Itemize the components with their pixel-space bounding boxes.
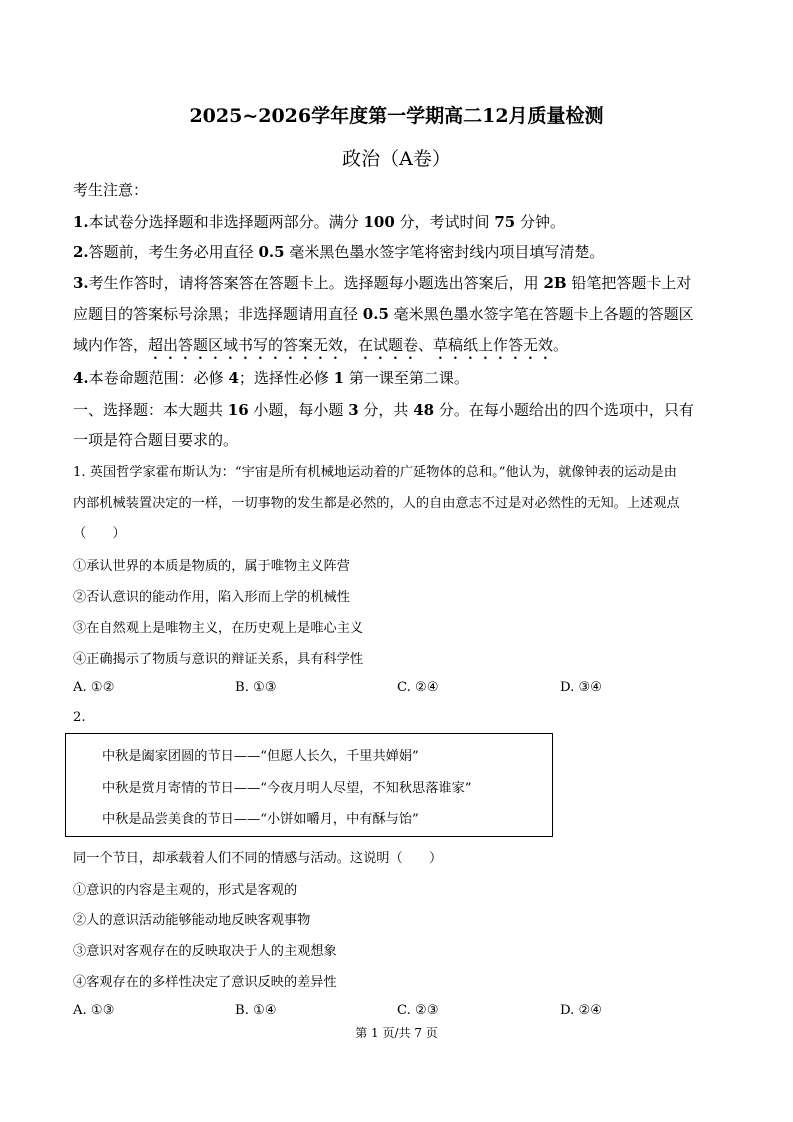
q2-number: 2. (73, 710, 86, 725)
notice-item-2: 2.答题前，考生务必用直径 0.5 毫米黑色墨水签字笔将密封线内项目填写清楚。 (73, 243, 605, 261)
quote-line-2: 中秋是赏月寄情的节日——“今夜月明人尽望，不知秋思落谁家” (102, 781, 472, 796)
q1-option-c[interactable]: C. ②④ (397, 680, 439, 695)
q2-stem: 同一个节日，却承载着人们不同的情感与活动。这说明（ ） (73, 851, 443, 866)
section-heading-line-1: 一、选择题：本大题共 16 小题，每小题 3 分，共 48 分。在每小题给出的四个选项中，只有 (73, 401, 694, 419)
quote-line-1: 中秋是阖家团圆的节日——“但愿人长久，千里共婵娟” (102, 749, 419, 764)
q2-quote-box (65, 733, 553, 837)
q1-stem-line-2: 内部机械装置决定的一样，一切事物的发生都是必然的，人的自由意志不过是对必然性的无知。上述观点 (73, 496, 680, 511)
q1-statement-2: ②否认意识的能动作用，陷入形而上学的机械性 (73, 590, 350, 605)
exam-subtitle: 政治（A卷） (342, 148, 451, 170)
q2-statement-3: ③意识对客观存在的反映取决于人的主观想象 (73, 944, 337, 959)
q1-option-a[interactable]: A. ①② (73, 680, 115, 695)
notice-item-1: 1.本试卷分选择题和非选择题两部分。满分 100 分，考试时间 75 分钟。 (73, 213, 565, 231)
q1-option-d[interactable]: D. ③④ (560, 680, 603, 695)
q1-statement-1: ①承认世界的本质是物质的，属于唯物主义阵营 (73, 559, 350, 574)
q1-statement-4: ④正确揭示了物质与意识的辩证关系，具有科学性 (73, 652, 364, 667)
q1-stem-line-3: （ ） (73, 526, 126, 541)
section-heading-line-2: 一项是符合题目要求的。 (73, 431, 239, 449)
q2-option-c[interactable]: C. ②③ (397, 1003, 439, 1018)
page-number: 第 1 页/共 7 页 (355, 1026, 438, 1040)
quote-line-3: 中秋是品尝美食的节日——“小饼如嚼月，中有酥与饴” (102, 812, 419, 827)
q2-statement-1: ①意识的内容是主观的，形式是客观的 (73, 883, 298, 898)
q1-option-b[interactable]: B. ①③ (235, 680, 277, 695)
notice-item-4: 4.本卷命题范围：必修 4；选择性必修 1 第一课至第二课。 (73, 369, 469, 387)
notice-item-3-line-1: 3.考生作答时，请将答案答在答题卡上。选择题每小题选出答案后，用 2B 铅笔把答题卡上对 (73, 274, 692, 292)
q1-statement-3: ③在自然观上是唯物主义，在历史观上是唯心主义 (73, 621, 364, 636)
notice-item-3-line-3: 域内作答，超出答题区域书写的答案无效，在试题卷、草稿纸上作答无效。 (73, 336, 569, 354)
q2-option-b[interactable]: B. ①④ (235, 1003, 277, 1018)
q2-option-a[interactable]: A. ①③ (73, 1003, 115, 1018)
emphasized-warning: 超出答题区域书写的答案无效，在试题卷、草稿纸上作答无效 (148, 336, 554, 354)
q2-statement-2: ②人的意识活动能够能动地反映客观事物 (73, 913, 311, 928)
notice-item-3-line-2: 应题目的答案标号涂黑；非选择题请用直径 0.5 毫米黑色墨水签字笔在答题卡上各题的答题区 (73, 305, 694, 323)
q1-stem-line-1: 1. 英国哲学家霍布斯认为：“宇宙是所有机械地运动着的广延物体的总和。”他认为，就像钟表的运动是由 (73, 465, 677, 480)
q2-statement-4: ④客观存在的多样性决定了意识反映的差异性 (73, 975, 337, 990)
notice-heading: 考生注意： (73, 181, 149, 199)
q2-option-d[interactable]: D. ②④ (560, 1003, 603, 1018)
exam-title: 2025~2026学年度第一学期高二12月质量检测 (189, 105, 604, 127)
